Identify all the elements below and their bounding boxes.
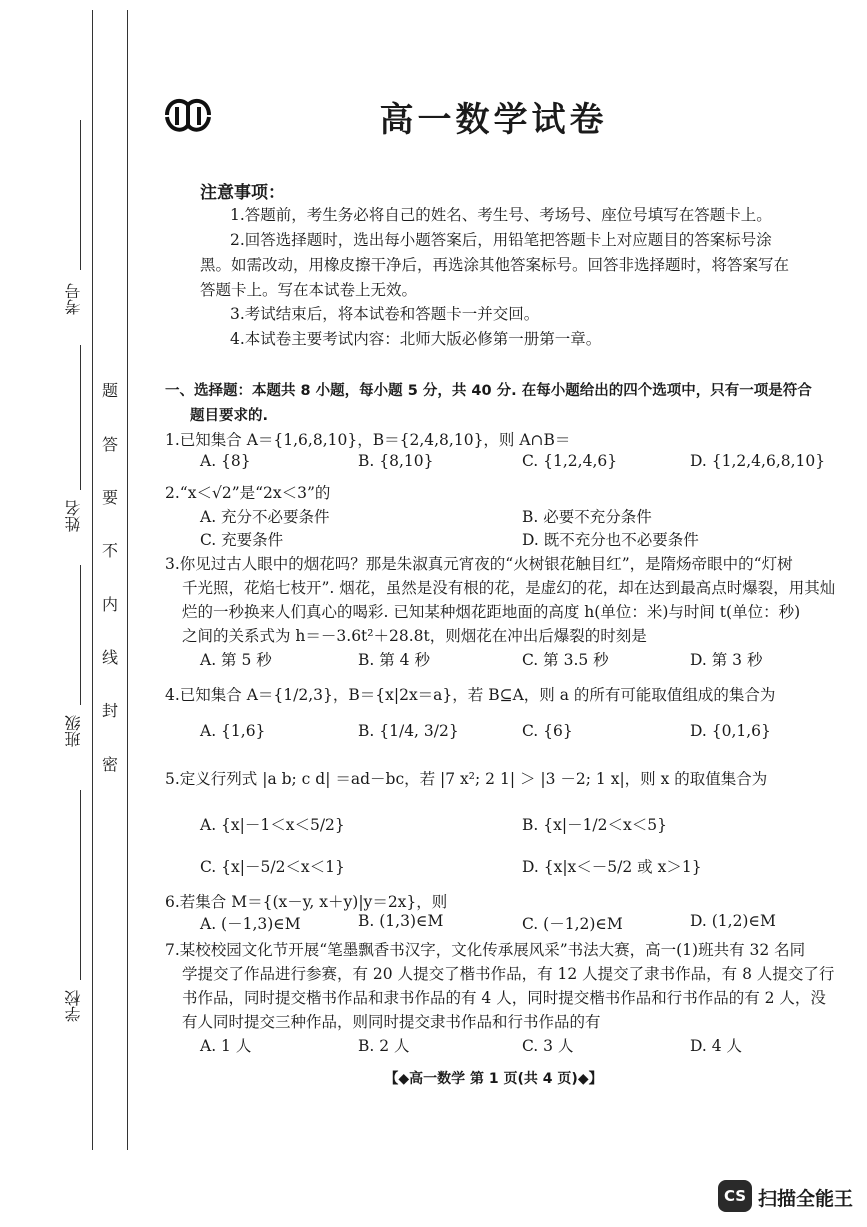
question-stem-cont: 千光照，花焰七枝开”. 烟花，虽然是没有根的花，是虚幻的花，却在达到最高点时爆裂，用其灿 (182, 579, 836, 597)
seal-char: 内 (102, 595, 119, 614)
option-b: B. {1/4, 3/2} (358, 722, 459, 740)
option-c: C. (－1,2)∈M (522, 915, 623, 933)
question-stem: 3.你见过古人眼中的烟花吗？那是朱淑真元宵夜的“火树银花触目红”，是隋炀帝眼中的“灯树 (165, 555, 793, 573)
note-line: 黑。如需改动，用橡皮擦干净后，再选涂其他答案标号。回答非选择题时，将答案写在 (200, 256, 790, 274)
margin-line-inner (127, 10, 128, 1150)
option-c: C. 3 人 (522, 1037, 574, 1055)
question-stem-cont: 之间的关系式为 h＝－3.6t²＋28.8t，则烟花在冲出后爆裂的时刻是 (182, 627, 647, 645)
question-stem: 7.某校校园文化节开展“笔墨飘香书汉字，文化传承展风采”书法大赛，高一(1)班共有 32 名同 (165, 941, 806, 959)
option-d: D. (1,2)∈M (690, 912, 776, 930)
camscanner-watermark: 扫描全能王 (758, 1188, 854, 1210)
option-c: C. {6} (522, 722, 573, 740)
option-d: D. 既不充分也不必要条件 (522, 531, 699, 549)
option-a: A. 第 5 秒 (200, 651, 272, 669)
question-stem: 6.若集合 M＝{(x－y, x＋y)|y＝2x}，则 (165, 893, 448, 911)
option-b: B. 必要不充分条件 (522, 508, 652, 526)
page-title: 高一数学试卷 (379, 100, 608, 140)
option-a: A. (－1,3)∈M (200, 915, 301, 933)
note-line: 1.答题前，考生务必将自己的姓名、考生号、考场号、座位号填写在答题卡上。 (230, 206, 772, 224)
option-c: C. {x|－5/2＜x＜1} (200, 858, 345, 876)
question-stem: 5.定义行列式 |a b; c d| ＝ad－bc，若 |7 x²; 2 1| ＞ |3 －2; 1 x|，则 x 的取值集合为 (165, 770, 768, 788)
option-b: B. {x|－1/2＜x＜5} (522, 816, 667, 834)
question-stem: 4.已知集合 A＝{1/2,3}，B＝{x|2x＝a}，若 B⊆A，则 a 的所有可能取值组成的集合为 (165, 686, 776, 704)
blank-school (80, 790, 81, 980)
seal-char: 要 (102, 488, 119, 507)
margin-line-outer (92, 10, 93, 1150)
seal-char: 不 (102, 541, 119, 560)
option-b: B. 第 4 秒 (358, 651, 430, 669)
seal-char: 封 (102, 701, 119, 720)
option-b: B. (1,3)∈M (358, 912, 444, 930)
question-stem-cont: 烂的一秒换来人们真心的喝彩. 已知某种烟花距地面的高度 h(单位：米)与时间 t(单位：秒) (182, 603, 801, 621)
label-class: 班级 (64, 715, 83, 747)
blank-class (80, 565, 81, 705)
option-a: A. 充分不必要条件 (200, 508, 330, 526)
question-stem: 2.“x＜√2”是“2x＜3”的 (165, 484, 331, 502)
option-b: B. {8,10} (358, 452, 434, 470)
notes-heading: 注意事项： (200, 183, 285, 203)
option-a: A. {1,6} (200, 722, 266, 740)
camscanner-logo-icon: CS (718, 1180, 752, 1212)
label-name: 姓名 (64, 500, 83, 532)
option-c: C. 充要条件 (200, 531, 284, 549)
option-d: D. {x|x＜－5/2 或 x＞1} (522, 858, 702, 876)
option-a: A. {x|－1＜x＜5/2} (200, 816, 345, 834)
seal-char: 题 (102, 381, 119, 400)
blank-name (80, 345, 81, 490)
note-line: 4.本试卷主要考试内容：北师大版必修第一册第一章。 (230, 330, 602, 348)
page-footer: 【◆高一数学 第 1 页(共 4 页)◆】 (384, 1071, 603, 1087)
seal-char: 密 (102, 755, 119, 774)
note-line: 答题卡上。写在本试卷上无效。 (200, 281, 418, 299)
question-stem-cont: 有人同时提交三种作品，则同时提交隶书作品和行书作品的有 (182, 1013, 601, 1031)
option-c: C. 第 3.5 秒 (522, 651, 609, 669)
seal-char: 答 (102, 435, 119, 454)
option-d: D. 4 人 (690, 1037, 743, 1055)
option-c: C. {1,2,4,6} (522, 452, 618, 470)
label-exam-no: 考号 (64, 283, 83, 315)
option-d: D. 第 3 秒 (690, 651, 763, 669)
note-line: 2.回答选择题时，选出每小题答案后，用铅笔把答题卡上对应题目的答案标号涂 (230, 231, 772, 249)
option-b: B. 2 人 (358, 1037, 410, 1055)
question-stem-cont: 书作品，同时提交楷书作品和隶书作品的有 4 人，同时提交楷书作品和行书作品的有 2 人，没 (182, 989, 826, 1007)
note-line: 3.考试结束后，将本试卷和答题卡一并交回。 (230, 305, 540, 323)
option-d: D. {0,1,6} (690, 722, 771, 740)
seal-char: 线 (102, 648, 119, 667)
option-d: D. {1,2,4,6,8,10} (690, 452, 826, 470)
section-heading: 一、选择题：本题共 8 小题，每小题 5 分，共 40 分. 在每小题给出的四个选项中，只有一项是符合 (165, 383, 812, 399)
option-a: A. {8} (200, 452, 251, 470)
question-stem: 1.已知集合 A＝{1,6,8,10}，B＝{2,4,8,10}，则 A∩B＝ (165, 431, 571, 449)
blank-exam-no (80, 120, 81, 270)
section-heading-cont: 题目要求的. (190, 408, 269, 424)
question-stem-cont: 学提交了作品进行参赛，有 20 人提交了楷书作品，有 12 人提交了隶书作品，有 8 人提交了行 (182, 965, 835, 983)
option-a: A. 1 人 (200, 1037, 252, 1055)
label-school: 学校 (64, 990, 83, 1022)
